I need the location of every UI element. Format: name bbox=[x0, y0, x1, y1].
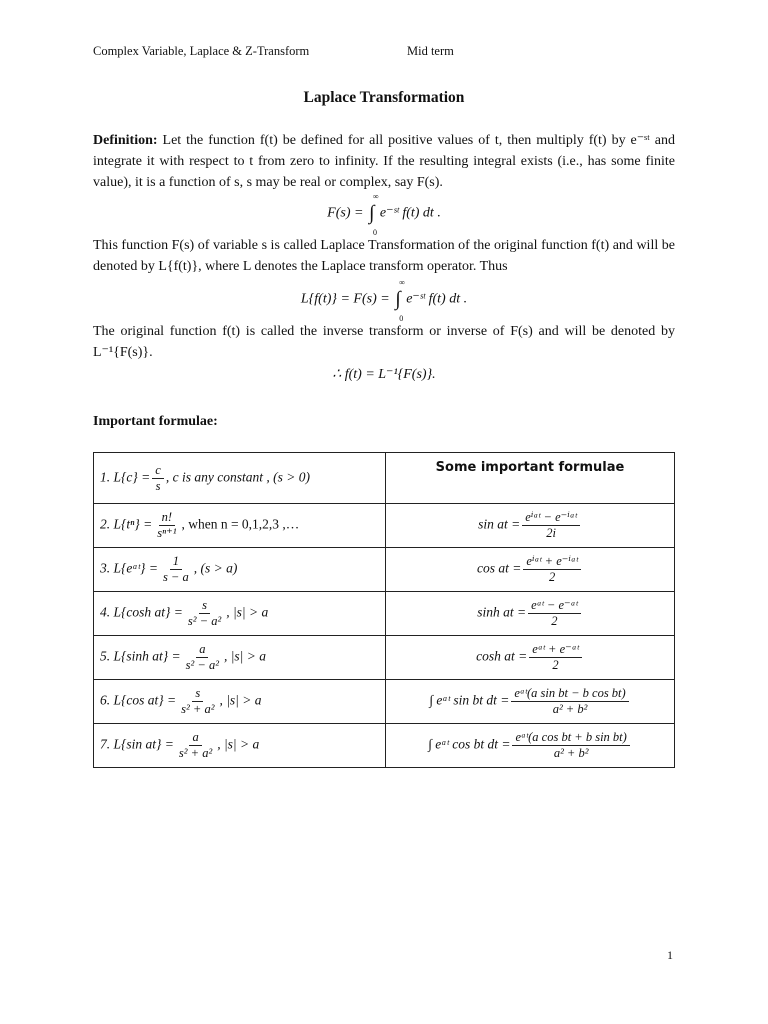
table-row bbox=[94, 592, 675, 636]
eq3: ∴ f(t) = L⁻¹{F(s)}. bbox=[332, 367, 436, 382]
formula-right-4: cosh at = $\frac{\text{eᵃᵗ + e⁻ᵃᵗ}}{2}$ bbox=[386, 636, 675, 680]
integral-lower-limit: 0 bbox=[372, 228, 377, 237]
integral-upper-limit: ∞ bbox=[399, 278, 405, 287]
formula-left-2: 2. L{tⁿ} = $\frac{n!}{\text{sⁿ⁺¹}}$ , when n = 0,1,2,3 ,… bbox=[94, 504, 386, 548]
formulae-table bbox=[93, 452, 675, 768]
definition-text: Let the function f(t) be defined for all positive values of t, then multiply f(t) by e⁻ˢᵗ and integrate it with respect to t from zero to infinity. If the resulting integral exists (i.e., has some finite value), it is a function of s, s may be real or complex, say F(s). bbox=[93, 133, 675, 190]
eq1-rhs: e⁻ˢᵗ f(t) dt . bbox=[379, 205, 441, 221]
formula-right-6: ∫ eᵃᵗ cos bt dt = $\frac{\text{eᵃᵗ(a cos bt + b sin bt)}}{\text{a² + b²}}$ bbox=[386, 724, 675, 768]
table-row bbox=[94, 548, 675, 592]
eq2-lhs: L{f(t)} = F(s) = bbox=[300, 291, 390, 307]
integral-upper-limit: ∞ bbox=[372, 192, 379, 201]
integral-sign: ∫ ∞ 0 bbox=[368, 192, 379, 237]
equation-inverse bbox=[0, 366, 768, 383]
table-row bbox=[94, 636, 675, 680]
inverse-text: The original function f(t) is called the inverse transform or inverse of F(s) and will be denoted by L⁻¹{F(s)}. bbox=[93, 324, 675, 360]
table-row bbox=[94, 504, 675, 548]
eq2-rhs: e⁻ˢᵗ f(t) dt . bbox=[406, 291, 468, 307]
formula-left-3: 3. L{eᵃᵗ} = $\frac{1}{s - a}$ , (s > a) bbox=[94, 548, 386, 592]
inverse-paragraph bbox=[93, 321, 675, 363]
formula-right-3: sinh at = $\frac{\text{eᵃᵗ − e⁻ᵃᵗ}}{2}$ bbox=[386, 592, 675, 636]
page-title: Laplace Transformation bbox=[303, 89, 465, 106]
header-course-title: Complex Variable, Laplace & Z-Transform bbox=[93, 44, 310, 58]
table-row bbox=[94, 724, 675, 768]
formula-left-7: 7. L{sin at} = $\frac{a}{\text{s² + a²}}$ , |s| > a bbox=[94, 724, 386, 768]
page-number: 1 bbox=[667, 948, 673, 962]
eq1-lhs: F(s) = bbox=[327, 205, 364, 221]
definition-paragraph bbox=[93, 130, 675, 193]
integral-lower-limit: 0 bbox=[399, 314, 404, 323]
equation-laplace-definition bbox=[0, 192, 768, 237]
table-row bbox=[94, 453, 675, 504]
transform-paragraph bbox=[93, 235, 675, 277]
formula-left-6: 6. L{cos at} = $\frac{s}{\text{s² + a²}}$ , |s| > a bbox=[94, 680, 386, 724]
formula-right-1: sin at = $\frac{\text{eⁱᵃᵗ − e⁻ⁱᵃᵗ}}{2i}$ bbox=[386, 504, 675, 548]
right-column-header: Some important formulae bbox=[386, 453, 675, 504]
formula-left-5: 5. L{sinh at} = $\frac{a}{\text{s² − a²}}$ , |s| > a bbox=[94, 636, 386, 680]
definition-label: Definition: bbox=[93, 133, 158, 148]
important-formulae-heading: Important formulae: bbox=[93, 414, 218, 429]
formula-right-5: ∫ eᵃᵗ sin bt dt = $\frac{\text{eᵃᵗ(a sin bt − b cos bt)}}{\text{a² + b²}}$ bbox=[386, 680, 675, 724]
formula-left-1: 1. L{c} = $\frac{c}{s}$ , c is any constant , (s > 0) bbox=[94, 453, 386, 504]
formula-right-2: cos at = $\frac{\text{eⁱᵃᵗ + e⁻ⁱᵃᵗ}}{2}$ bbox=[386, 548, 675, 592]
table-row bbox=[94, 680, 675, 724]
formula-left-4: 4. L{cosh at} = $\frac{s}{\text{s² − a²}}$ , |s| > a bbox=[94, 592, 386, 636]
header-exam-label: Mid term bbox=[407, 44, 454, 58]
integral-sign: ∫ ∞ 0 bbox=[395, 278, 405, 323]
equation-laplace-operator bbox=[0, 278, 768, 323]
transform-text: This function F(s) of variable s is called Laplace Transformation of the original function f(t) and will be denoted by L{f(t)}, where L denotes the Laplace transform operator. Thus bbox=[93, 238, 675, 274]
